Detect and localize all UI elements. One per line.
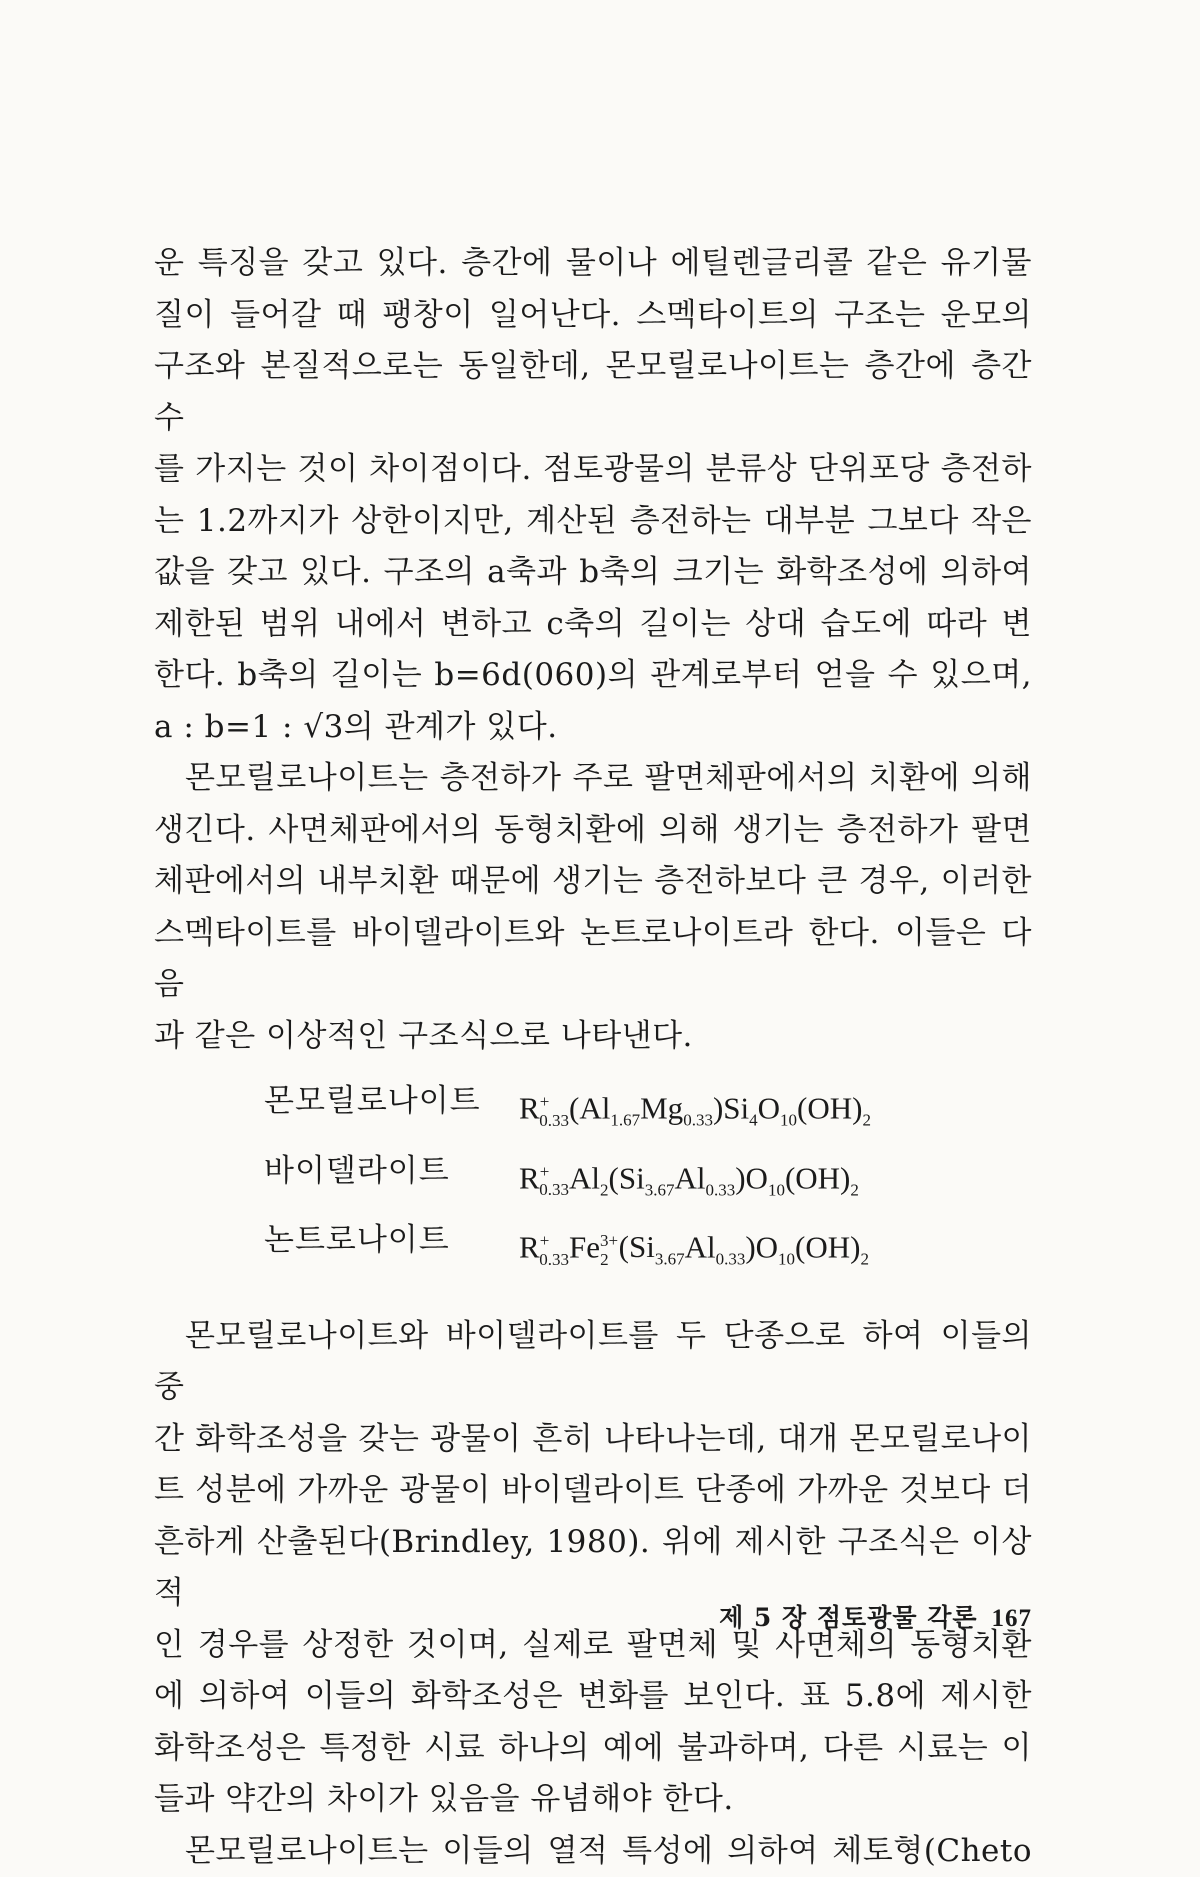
text-line: 제한된 범위 내에서 변하고 c축의 길이는 상대 습도에 따라 변 [154, 605, 1032, 642]
structural-formulas [154, 1076, 1032, 1285]
text-line: 는 1.2까지가 상한이지만, 계산된 층전하는 대부분 그보다 작은 [154, 502, 1032, 539]
mineral-name: 몬모릴로나이트 [264, 1083, 481, 1119]
chemical-formula: $R^+_{0.33}Fe^{3+}_2$ $(Si_{3.67}Al_{0.33})O_{10}(OH)_2$ [519, 1229, 869, 1269]
formula-row-beidellite [264, 1146, 1032, 1216]
chemical-formula: $R^+_{0.33}Al_2(Si_{3.67}Al_{0.33})O_{10}(OH)_2$ [519, 1159, 859, 1200]
chemical-formula: $R^+_{0.33}(Al_{1.67}Mg_{0.33})Si_4O_{10}(OH)_2$ [519, 1090, 871, 1130]
text-line: 몬모릴로나이트와 바이델라이트를 두 단종으로 하여 이들의 중 [154, 1317, 1032, 1406]
text-line: 몬모릴로나이트는 이들의 열적 특성에 의하여 체토형(Cheto [185, 1832, 1032, 1869]
text-line: 과 같은 이상적인 구조식으로 나타낸다. [154, 1017, 693, 1054]
running-footer [700, 1598, 1032, 1634]
text-line: a : b=1 : √3의 관계가 있다. [154, 708, 558, 745]
text-line: 생긴다. 사면체판에서의 동형치환에 의해 생기는 층전하가 팔면 [154, 811, 1032, 848]
text-line: 구조와 본질적으로는 동일한데, 몬모릴로나이트는 층간에 층간수 [154, 348, 1032, 436]
text-line: 몬모릴로나이트는 층전하가 주로 팔면체판에서의 치환에 의해 [185, 760, 1032, 796]
text-line: 에 의하여 이들의 화학조성은 변화를 보인다. 표 5.8에 제시한 [154, 1678, 1032, 1715]
chapter-title: 제 5 장 점토광물 각론 [719, 1603, 978, 1632]
text-line: 스멕타이트를 바이델라이트와 논트로나이트라 한다. 이들은 다음 [154, 914, 1032, 1002]
paragraph-3 [154, 1311, 1032, 1826]
formula-row-montmorillonite [264, 1076, 1032, 1146]
page-number: 167 [991, 1605, 1032, 1632]
text-line: 값을 갖고 있다. 구조의 a축과 b축의 크기는 화학조성에 의하여 [154, 554, 1032, 590]
paragraph-1 [154, 238, 1032, 753]
text-line: 를 가지는 것이 차이점이다. 점토광물의 분류상 단위포당 층전하 [154, 451, 1032, 487]
text-line: 운 특징을 갖고 있다. 층간에 물이나 에틸렌글리콜 같은 유기물 [154, 245, 1032, 281]
paragraph-4 [154, 1826, 1032, 1877]
text-line: 한다. b축의 길이는 b=6d(060)의 관계로부터 얻을 수 있으며, [154, 657, 1032, 693]
paragraph-2 [154, 753, 1032, 1062]
text-line: 트 성분에 가까운 광물이 바이델라이트 단종에 가까운 것보다 더 [154, 1472, 1032, 1509]
text-line: 체판에서의 내부치환 때문에 생기는 층전하보다 큰 경우, 이러한 [154, 863, 1032, 899]
text-line: 흔하게 산출된다(Brindley, 1980). 위에 제시한 구조식은 이상적 [154, 1523, 1032, 1612]
mineral-name: 논트로나이트 [264, 1222, 450, 1259]
text-line: 질이 들어갈 때 팽창이 일어난다. 스멕타이트의 구조는 운모의 [154, 296, 1032, 333]
text-line: 화학조성은 특정한 시료 하나의 예에 불과하며, 다른 시료는 이 [154, 1729, 1032, 1766]
text-line: 들과 약간의 차이가 있음을 유념해야 한다. [154, 1781, 734, 1818]
text-line: 인 경우를 상정한 것이며, 실제로 팔면체 및 사면체의 동형치환 [154, 1626, 1032, 1663]
formula-row-nontronite [264, 1215, 1032, 1285]
mineral-name: 바이델라이트 [264, 1152, 450, 1189]
text-line: 간 화학조성을 갖는 광물이 흔히 나타나는데, 대개 몬모릴로나이 [154, 1420, 1032, 1457]
